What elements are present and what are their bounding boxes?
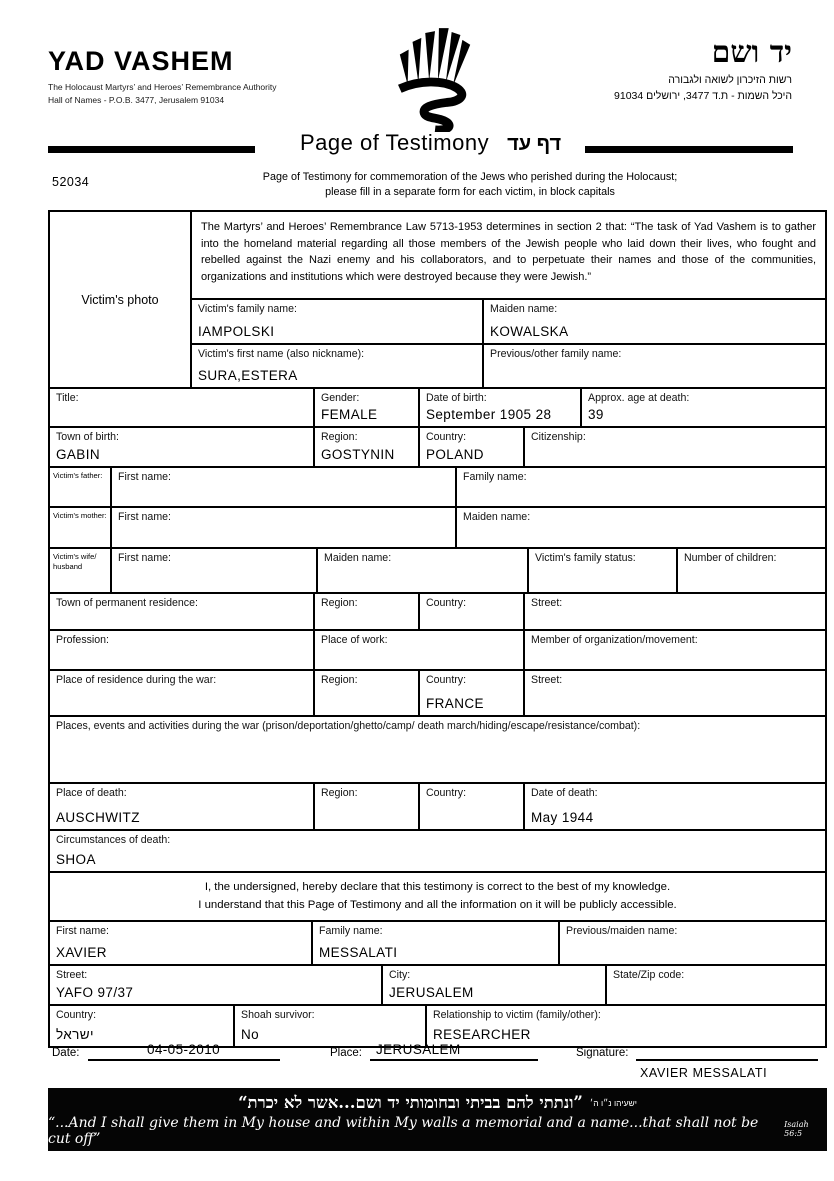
town-of-birth-label: Town of birth:	[56, 431, 120, 443]
testimony-form-table	[48, 210, 827, 1048]
birth-region-field	[313, 428, 418, 466]
submitter-first-name-value: XAVIER	[56, 944, 107, 960]
gender-value: FEMALE	[321, 407, 378, 423]
submitter-country-field	[50, 1006, 233, 1046]
scripture-banner	[48, 1088, 827, 1151]
submitter-first-name-field	[50, 922, 311, 964]
birth-country-label: Country:	[426, 431, 467, 443]
date-of-death-field	[523, 784, 825, 829]
remembrance-law-text: The Martyrs’ and Heroes’ Remembrance Law 5713-1953 determines in section 2 that: “The task of Yad Vashem is to gather into the homeland material regarding all those members of the Jewish people who laid down their lives, who fought and rebelled against the Nazi enemy and his collaborators, and to perpetuate their names and those of the communities, organizations and institutions which were destroyed because they were Jewish.”	[192, 212, 825, 300]
spouse-first-name-field	[110, 549, 316, 592]
form-number: 52034	[52, 175, 90, 189]
mother-maiden-name-label: Maiden name:	[463, 511, 531, 523]
place-label: Place:	[330, 1047, 362, 1059]
relationship-value: RESEARCHER	[433, 1026, 531, 1042]
org-he-line1: רשות הזיכרון לשואה ולגבורה	[668, 74, 792, 86]
title-label: Title:	[56, 392, 79, 404]
declaration-line1: I, the undersigned, hereby declare that this testimony is correct to the best of my knowledge.	[204, 881, 671, 893]
submitter-city-field	[381, 966, 605, 1004]
place-of-death-label: Place of death:	[56, 787, 127, 799]
signature-group	[576, 1042, 818, 1061]
number-of-children-label: Number of children:	[684, 552, 777, 564]
war-events-field	[50, 717, 825, 782]
war-events-label: Places, events and activities during the war (prison/deportation/ghetto/camp/ death march/hiding/escape/resistance/combat):	[56, 720, 641, 732]
date-of-birth-value: September 1905 28	[426, 407, 552, 423]
date-value: 04-05-2010	[88, 1042, 280, 1061]
title-value	[56, 423, 307, 424]
intro-line1: Page of Testimony for commemoration of the Jews who perished during the Holocaust;	[262, 171, 678, 183]
date-of-death-label: Date of death:	[531, 787, 598, 799]
date-label: Date:	[52, 1047, 80, 1059]
mother-first-name-label: First name:	[118, 511, 171, 523]
mother-stub-label: Victim's mother:	[53, 511, 107, 520]
submitter-street-label: Street:	[56, 968, 88, 981]
perm-region-field	[313, 594, 418, 629]
submitter-street-field	[50, 966, 381, 1004]
father-first-name-label: First name:	[118, 471, 171, 483]
birth-country-field	[418, 428, 523, 466]
table-row	[50, 426, 825, 466]
table-row	[50, 387, 825, 426]
organization-field	[523, 631, 825, 669]
spouse-maiden-name-field	[316, 549, 527, 592]
mother-first-name-field	[110, 508, 455, 547]
birth-region-value: GOSTYNIN	[321, 447, 395, 463]
place-value: JERUSALEM	[370, 1042, 538, 1061]
death-country-label: Country:	[426, 787, 467, 799]
spouse-stub-label: Victim's wife/ husband	[53, 552, 97, 572]
submitter-country-value: ישראל	[56, 1026, 94, 1042]
age-at-death-field	[580, 389, 825, 426]
org-block-english	[48, 46, 277, 107]
banner-hebrew-source: ישעיהו נ״ו ה׳	[589, 1097, 637, 1108]
org-he-line2: היכל השמות - ת.ד 3477, ירושלים 91034	[614, 90, 792, 103]
submitter-zip-label: State/Zip code:	[613, 968, 685, 981]
table-row	[50, 506, 825, 547]
title-rule-right	[585, 146, 793, 153]
submitter-city-value: JERUSALEM	[389, 984, 474, 1000]
place-of-work-field	[313, 631, 523, 669]
place-group	[330, 1042, 538, 1061]
table-row	[50, 669, 825, 715]
father-family-name-label: Family name:	[463, 471, 527, 483]
war-street-field	[523, 671, 825, 715]
death-region-label: Region:	[321, 787, 358, 799]
shoah-survivor-value: No	[241, 1026, 260, 1042]
table-row	[50, 212, 825, 387]
table-row	[50, 964, 825, 1004]
circumstances-label: Circumstances of death:	[56, 834, 171, 846]
submitter-street-value: YAFO 97/37	[56, 984, 134, 1000]
table-row	[50, 871, 825, 920]
place-of-death-value: AUSCHWITZ	[56, 810, 140, 826]
table-row	[50, 592, 825, 629]
victim-family-name-value: IAMPOLSKI	[198, 324, 275, 340]
war-region-field	[313, 671, 418, 715]
victim-maiden-name-value: KOWALSKA	[490, 324, 569, 340]
spouse-first-name-label: First name:	[118, 552, 171, 564]
war-country-field	[418, 671, 523, 715]
father-stub-label: Victim's father:	[53, 471, 103, 480]
submitter-zip-field	[605, 966, 825, 1004]
perm-region-label: Region:	[321, 597, 358, 609]
circumstances-value: SHOA	[56, 852, 96, 868]
date-of-birth-label: Date of birth:	[426, 392, 487, 404]
victim-family-name-label: Victim's family name:	[198, 303, 297, 315]
page-title-he: דף עד	[507, 133, 562, 155]
perm-residence-label: Town of permanent residence:	[56, 597, 198, 609]
org-name: YAD VASHEM	[48, 46, 234, 76]
place-of-work-label: Place of work:	[321, 634, 388, 646]
perm-street-field	[523, 594, 825, 629]
submitter-zip-value	[613, 1001, 819, 1002]
father-first-name-field	[110, 468, 455, 506]
shoah-survivor-field	[233, 1006, 425, 1046]
death-region-field	[313, 784, 418, 829]
profession-field	[50, 631, 313, 669]
perm-country-label: Country:	[426, 597, 467, 609]
menorah-icon	[392, 24, 480, 137]
org-line2: Hall of Names - P.O.B. 3477, Jerusalem 91034	[48, 94, 225, 105]
circumstances-field	[50, 831, 825, 871]
mother-maiden-name-field	[455, 508, 825, 547]
town-of-birth-field	[50, 428, 313, 466]
banner-english-quote: “...And I shall give them in My house and within My walls a memorial and a name...that shall not be cut off”	[48, 1114, 759, 1147]
war-region-label: Region:	[321, 674, 358, 686]
banner-english-source: Isaiah 56:5	[784, 1119, 809, 1138]
war-street-label: Street:	[531, 674, 563, 686]
victim-previous-name-label: Previous/other family name:	[490, 348, 622, 360]
submitter-family-name-label: Family name:	[319, 924, 383, 937]
org-line1: The Holocaust Martyrs’ and Heroes’ Remembrance Authority	[48, 82, 277, 92]
perm-country-field	[418, 594, 523, 629]
date-of-birth-field	[418, 389, 580, 426]
birth-country-value: POLAND	[426, 447, 484, 463]
signature-name: XAVIER MESSALATI	[640, 1066, 768, 1080]
relationship-label: Relationship to victim (family/other):	[433, 1008, 601, 1021]
victim-family-name-field	[192, 300, 482, 343]
number-of-children-field	[676, 549, 825, 592]
birth-region-label: Region:	[321, 431, 358, 443]
death-country-field	[418, 784, 523, 829]
perm-street-label: Street:	[531, 597, 563, 609]
gender-field	[313, 389, 418, 426]
spouse-maiden-name-label: Maiden name:	[324, 552, 392, 564]
declaration-line2: I understand that this Page of Testimony and all the information on it will be publicly accessible.	[198, 899, 677, 912]
citizenship-label: Citizenship:	[531, 431, 586, 443]
submitter-family-name-field	[311, 922, 558, 964]
war-residence-field	[50, 671, 313, 715]
title-rule-left	[48, 146, 255, 153]
date-of-death-value: May 1944	[531, 810, 594, 826]
victim-first-name-value: SURA,ESTERA	[198, 368, 298, 384]
submitter-country-label: Country:	[56, 1008, 97, 1021]
victim-maiden-name-field	[482, 300, 825, 343]
table-row	[50, 1004, 825, 1046]
war-residence-label: Place of residence during the war:	[56, 674, 217, 686]
place-of-death-field	[50, 784, 313, 829]
age-at-death-value: 39	[588, 407, 604, 423]
table-row	[50, 920, 825, 964]
citizenship-field	[523, 428, 825, 466]
victim-first-name-field	[192, 345, 482, 387]
family-status-label: Victim's family status:	[535, 552, 636, 564]
submitter-previous-name-label: Previous/maiden name:	[566, 924, 678, 937]
relationship-field	[425, 1006, 825, 1046]
citizenship-value	[531, 463, 819, 464]
page-title-en: Page of Testimony	[300, 130, 490, 155]
shoah-survivor-label: Shoah survivor:	[241, 1008, 315, 1021]
victim-photo-box: Victim's photo	[50, 212, 192, 387]
age-at-death-label: Approx. age at death:	[588, 392, 690, 404]
signature-label: Signature:	[576, 1047, 629, 1059]
table-row	[50, 829, 825, 871]
signature-line	[636, 1042, 818, 1061]
org-block-hebrew	[614, 36, 792, 105]
title-field	[50, 389, 313, 426]
victim-first-name-label: Victim's first name (also nickname):	[198, 348, 365, 360]
table-row	[50, 547, 825, 592]
table-row	[50, 466, 825, 506]
victim-previous-name-value	[490, 384, 819, 385]
declaration-text	[50, 873, 825, 920]
town-of-birth-value: GABIN	[56, 447, 101, 463]
submitter-city-label: City:	[389, 968, 411, 981]
victim-maiden-name-label: Maiden name:	[490, 303, 558, 315]
perm-residence-field	[50, 594, 313, 629]
profession-label: Profession:	[56, 634, 109, 646]
war-country-value: FRANCE	[426, 696, 484, 712]
father-family-name-field	[455, 468, 825, 506]
table-row	[50, 629, 825, 669]
submitter-previous-name-field	[558, 922, 825, 964]
victim-previous-name-field	[482, 345, 825, 387]
intro-line2: please fill in a separate form for each victim, in block capitals	[325, 185, 615, 198]
family-status-field	[527, 549, 676, 592]
table-row	[50, 715, 825, 782]
organization-label: Member of organization/movement:	[531, 634, 698, 646]
submitter-family-name-value: MESSALATI	[319, 944, 398, 960]
submitter-first-name-label: First name:	[56, 924, 109, 937]
gender-label: Gender:	[321, 392, 360, 404]
war-country-label: Country:	[426, 674, 467, 686]
intro-text	[140, 170, 800, 199]
banner-hebrew-quote: ”ונתתי להם בביתי ובחומותי יד ושם...אשר לא יכרת“	[238, 1092, 583, 1112]
table-row	[50, 782, 825, 829]
page-title	[300, 130, 561, 156]
org-name-hebrew: יד ושם	[711, 35, 792, 70]
submitter-previous-name-value	[566, 961, 819, 962]
date-group	[52, 1042, 280, 1061]
